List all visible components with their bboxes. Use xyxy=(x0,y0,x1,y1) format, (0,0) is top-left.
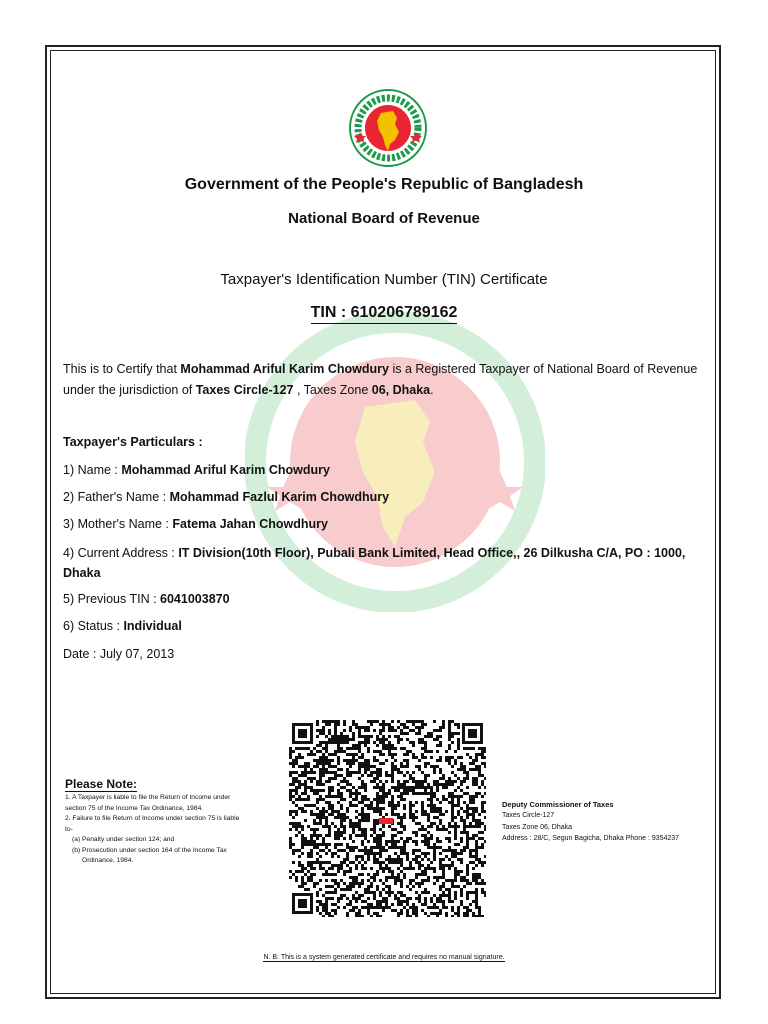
system-generated-note-text: N. B: This is a system generated certificate and requires no manual signature. xyxy=(263,954,505,961)
particular-status xyxy=(63,616,708,636)
certify-mid: is a Registered Taxpayer of National Board of Revenue under the jurisdiction of xyxy=(63,362,698,397)
father-value: Mohammad Fazlul Karim Chowdhury xyxy=(169,490,390,504)
government-seal-logo xyxy=(348,88,428,168)
tin-number-text: TIN : 610206789162 xyxy=(311,304,458,324)
certification-paragraph xyxy=(63,359,708,401)
certify-mid2: , Taxes Zone xyxy=(293,383,372,397)
note-line-6: (b) Prosecution under section 164 of the Income Tax xyxy=(72,846,227,854)
particular-address xyxy=(63,543,708,583)
qr-center-mark xyxy=(379,818,393,824)
officer-circle: Taxes Circle-127 xyxy=(502,812,555,819)
officer-title: Deputy Commissioner of Taxes xyxy=(502,800,614,809)
status-value: Individual xyxy=(123,619,182,633)
particular-name xyxy=(63,460,708,480)
tin-number xyxy=(60,304,708,322)
mother-label: 3) Mother's Name : xyxy=(63,517,173,531)
address-label: 4) Current Address : xyxy=(63,546,179,560)
name-label: 1) Name : xyxy=(63,463,122,477)
certify-taxpayer-name: Mohammad Ariful Karim Chowdury xyxy=(180,362,389,376)
note-line-4: to- xyxy=(65,825,73,833)
officer-address: Address : 28/C, Segun Bagicha, Dhaka Phone : 9354237 xyxy=(502,835,680,842)
particular-previous-tin xyxy=(63,589,708,609)
particular-father-name xyxy=(63,487,708,507)
father-label: 2) Father's Name : xyxy=(63,490,170,504)
certificate-title: Taxpayer's Identification Number (TIN) Certificate xyxy=(220,271,548,288)
certify-end: . xyxy=(430,383,434,397)
board-title: National Board of Revenue xyxy=(288,210,480,227)
system-generated-note xyxy=(60,954,708,961)
address-value: IT Division(10th Floor), Pubali Bank Limited, Head Office,, 26 Dilkusha C/A, PO : 1000, Dhaka xyxy=(63,546,686,580)
note-line-1: 1. A Taxpayer is liable to file the Return of Income under xyxy=(65,794,231,801)
name-value: Mohammad Ariful Karim Chowdury xyxy=(121,463,330,477)
status-label: 6) Status : xyxy=(63,619,124,633)
certify-zone: 06, Dhaka xyxy=(371,383,431,397)
previous-tin-label: 5) Previous TIN : xyxy=(63,592,161,606)
mother-value: Fatema Jahan Chowdhury xyxy=(172,517,328,531)
officer-zone: Taxes Zone 06, Dhaka xyxy=(502,823,573,831)
note-line-3: 2. Failure to file Return of Income under section 75 is liable xyxy=(65,815,240,822)
particular-mother-name xyxy=(63,514,708,534)
certify-circle: Taxes Circle-127 xyxy=(195,383,294,397)
issue-date: Date : July 07, 2013 xyxy=(63,647,175,661)
particulars-heading xyxy=(63,432,708,452)
note-line-5: (a) Penalty under section 124; and xyxy=(72,836,175,843)
certify-prefix: This is to Certify that xyxy=(63,362,181,376)
previous-tin-value: 6041003870 xyxy=(160,592,230,606)
deputy-commissioner-block xyxy=(502,799,712,845)
particulars-heading-text: Taxpayer's Particulars : xyxy=(63,435,203,449)
note-line-7: Ordinance, 1984. xyxy=(82,857,134,864)
please-note-title: Please Note: xyxy=(65,777,138,791)
please-note-block xyxy=(65,775,275,867)
qr-code xyxy=(289,720,486,917)
government-title: Government of the People's Republic of Bangladesh xyxy=(184,176,584,193)
note-line-2: section 75 of the Income Tax Ordinance, 1984. xyxy=(65,804,204,812)
